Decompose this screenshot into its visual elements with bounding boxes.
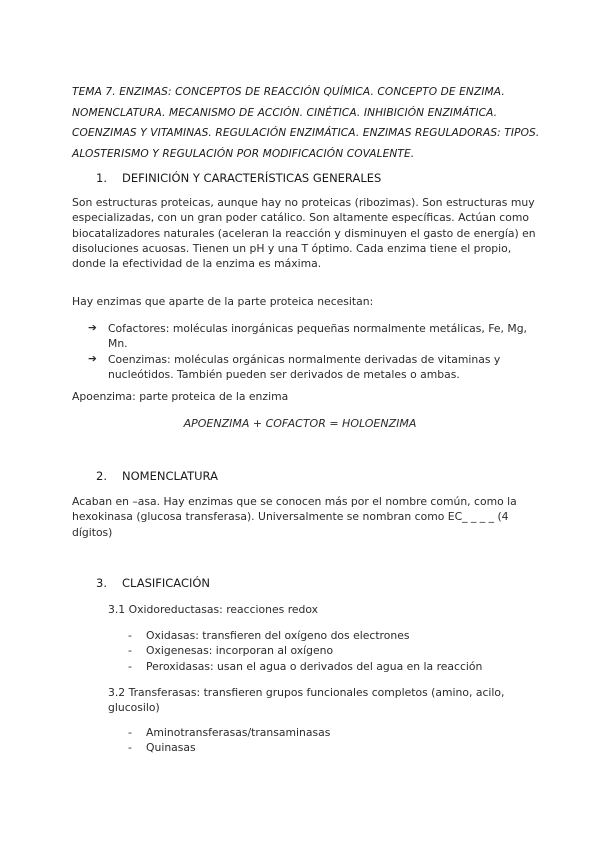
dash-bullet-icon: - [128,741,132,755]
section-1-paragraph-2: Hay enzimas que aparte de la parte proteica necesitan: [72,295,374,308]
list-item-text: Aminotransferasas/transaminasas [146,726,331,739]
dash-bullet-icon: - [128,726,132,739]
dash-bullet-icon: - [128,644,132,658]
list-item-text: Peroxidasas: usan el agua o derivados del agua en la reacción [146,659,483,673]
section-3-title: CLASIFICACIÓN [122,576,211,590]
section-2-paragraph: Acaban en –asa. Hay enzimas que se conocen más por el nombre común, como la hexokinasa (glucosa transferasa). Universalmente se nombran como EC_ _ _ _ (4 dígitos) [72,495,517,539]
list-item [128,740,548,755]
section-2-heading [96,469,218,483]
list-item-text: Cofactores: moléculas inorgánicas pequeñas normalmente metálicas, Fe, Mg, Mn. [108,322,527,351]
list-item-text: Quinasas [146,741,196,755]
section-1-paragraph-1: Son estructuras proteicas, aunque hay no proteicas (ribozimas). Son estructuras muy especializadas, con un gran poder catálico. Son altamente específicas. Actúan como biocatalizadores naturales (aceleran la reacción y disminuyen el gasto de energía) en disoluciones acuosas. Tienen un pH y una T óptimo. Cada enzima tiene el propio, donde la efectividad de la enzima es máxima. [72,196,536,271]
document-title: TEMA 7. ENZIMAS: CONCEPTOS DE REACCIÓN QUÍMICA. CONCEPTO DE ENZIMA. NOMENCLATURA. MECANISMO DE ACCIÓN. CINÉTICA. INHIBICIÓN ENZIMÁTICA. COENZIMAS Y VITAMINAS. REGULACIÓN ENZIMÁTICA. ENZIMAS REGULADORAS: TIPOS. ALOSTERISMO Y REGULACIÓN POR MODIFICACIÓN COVALENTE. [72,86,540,160]
oxidoreductase-list [128,628,548,674]
list-item [88,321,534,352]
subsection-3-1-title: 3.1 Oxidoreductasas: reacciones redox [108,603,319,616]
list-item-text: Oxigenesas: incorporan al oxígeno [146,644,334,658]
list-item [128,725,548,740]
subsection-3-2-title: 3.2 Transferasas: transfieren grupos funcionales completos (amino, acilo, glucosilo) [108,686,505,715]
section-1-number: 1. [96,171,107,185]
list-item [128,659,548,674]
list-item-text: Oxidasas: transfieren del oxígeno dos electrones [146,629,410,642]
arrow-bullet-icon: ➔ [88,322,97,334]
list-item [128,628,548,643]
list-item [88,352,534,383]
section-3-heading [96,576,210,590]
section-2-title: NOMENCLATURA [122,469,218,483]
transferase-list [128,725,548,756]
section-3-number: 3. [96,576,107,590]
cofactor-list [88,321,534,382]
section-2-number: 2. [96,469,107,483]
list-item-text: Coenzimas: moléculas orgánicas normalmente derivadas de vitaminas y nucleótidos. También pueden ser derivados de metales o ambas. [108,352,501,381]
apoenzyme-definition: Apoenzima: parte proteica de la enzima [72,390,289,403]
arrow-bullet-icon: ➔ [88,352,97,365]
section-1-heading [96,171,381,185]
holoenzyme-formula: APOENZIMA + COFACTOR = HOLOENZIMA [183,417,417,430]
dash-bullet-icon: - [128,659,132,673]
dash-bullet-icon: - [128,629,132,642]
section-1-title: DEFINICIÓN Y CARACTERÍSTICAS GENERALES [122,171,382,185]
list-item [128,643,548,658]
